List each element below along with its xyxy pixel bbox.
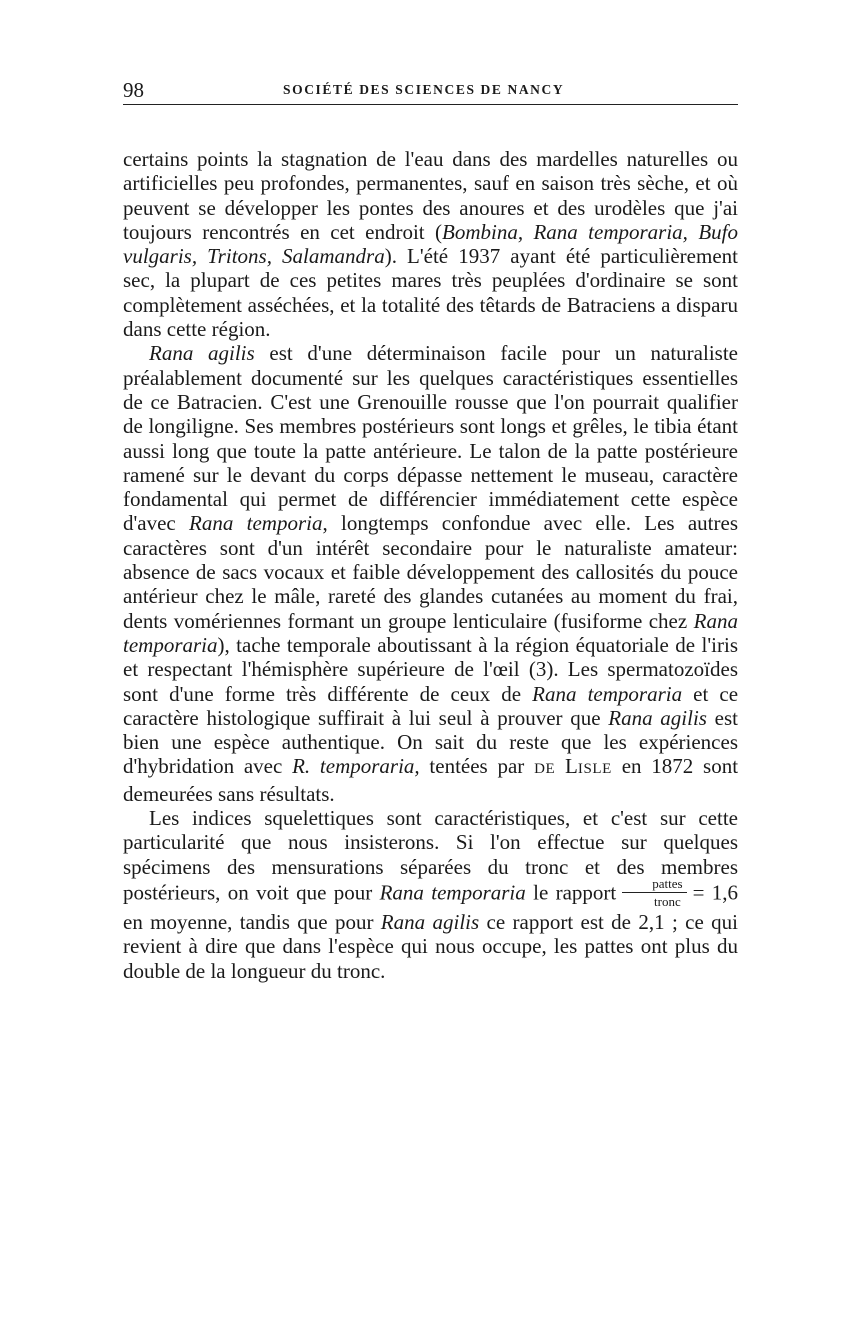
text-run: certains points la stagnation de l'eau dans des mardelles naturelles ou artificielles peu profondes, permanentes, sauf en saison très sèche, et où peuvent se développer les pontes des anoures et des urodèles que j'ai toujours rencontrés en cet endroit ( (123, 147, 738, 244)
body-text (123, 147, 738, 983)
italic-term: Rana temporaria (532, 681, 683, 706)
text-run: tentées par (419, 754, 535, 779)
text-run: ). L'été 1937 ayant été particulièrement sec, la plupart de ces petites mares très peuplées d'ordinaire se sont complètement asséchées, et la totalité des têtards de Batraciens a disparu dans cette région. (123, 244, 738, 342)
text-run: le rapport (525, 880, 617, 905)
paragraph (123, 341, 738, 806)
text-run: est d'une déterminaison facile pour un naturaliste préalablement documenté sur les quelques caractéristiques essentielles de ce Batracien. C'est une Grenouille rousse que l'on pourrait qualifier de longiligne. Ses membres postérieurs sont longs et grêles, le tibia étant aussi long que toute la patte antérieure. Le talon de la patte postérieure ramené sur le devant du corps dépasse nettement le museau, caractère fondamental qui permet de différencier immédiatement cette espèce d'avec (123, 341, 738, 536)
italic-term: Rana agilis (380, 909, 480, 934)
text-run: en 1872 sont demeurées sans résultats. (123, 754, 739, 806)
text-run: Les indices squelettiques sont caractéristiques, et c'est sur cette particularité que nous insisterons. Si l'on effectue sur quelques spécimens des mensurations séparées du tronc et des membres postérieurs, on voit que pour (123, 806, 738, 905)
italic-term: Rana temporia (189, 511, 323, 536)
text-run: L (555, 754, 578, 779)
text-run: ce rapport est de 2,1 ; ce qui revient à dire que dans l'espèce qui nous occupe, les pattes ont plus du double de la longueur du tronc. (123, 909, 738, 983)
italic-term: R. temporaria, (292, 754, 420, 779)
paragraph (123, 806, 738, 983)
small-caps-text: ISLE (577, 761, 612, 778)
page-number: 98 (123, 78, 144, 102)
fraction-numerator: pattes (622, 877, 686, 893)
text-run: et ce caractère histologique suffirait à lui seul à prouver que (123, 681, 739, 730)
ratio-fraction (622, 877, 686, 908)
paragraph (123, 147, 738, 341)
page (123, 78, 738, 983)
text-run: , longtemps confondue avec elle. Les autres caractères sont d'un intérêt secondaire pour le naturaliste amateur: absence de sacs vocaux et faible développement des callosités du pouce antérieur chez le mâle, rareté des glandes cutanées au moment du frai, dents vomériennes formant un groupe lenticulaire (fusiforme chez (123, 511, 738, 633)
fraction-denominator: tronc (654, 893, 681, 909)
italic-term: Bombina, Rana temporaria, Bufo vulgaris, Tritons, Salamandra (123, 219, 738, 269)
italic-term: Rana agilis (608, 705, 707, 730)
text-run: ), tache temporale aboutissant à la région équatoriale de l'iris et respectant l'hémisphère supérieure de l'œil (3). Les spermatozoïdes sont d'une forme très différente de ceux de (123, 632, 738, 706)
journal-title: SOCIÉTÉ DES SCIENCES DE NANCY (283, 82, 565, 97)
italic-term: Rana temporaria (379, 880, 526, 905)
italic-term: Rana agilis (149, 341, 255, 366)
text-run: est bien une espèce authentique. On sait du reste que les expériences d'hybridation avec (123, 705, 738, 779)
italic-term: Rana temporaria (123, 608, 738, 657)
small-caps-text: DE (534, 761, 556, 778)
running-head (123, 78, 738, 105)
text-run: = 1,6 en moyenne, tandis que pour (123, 880, 739, 934)
